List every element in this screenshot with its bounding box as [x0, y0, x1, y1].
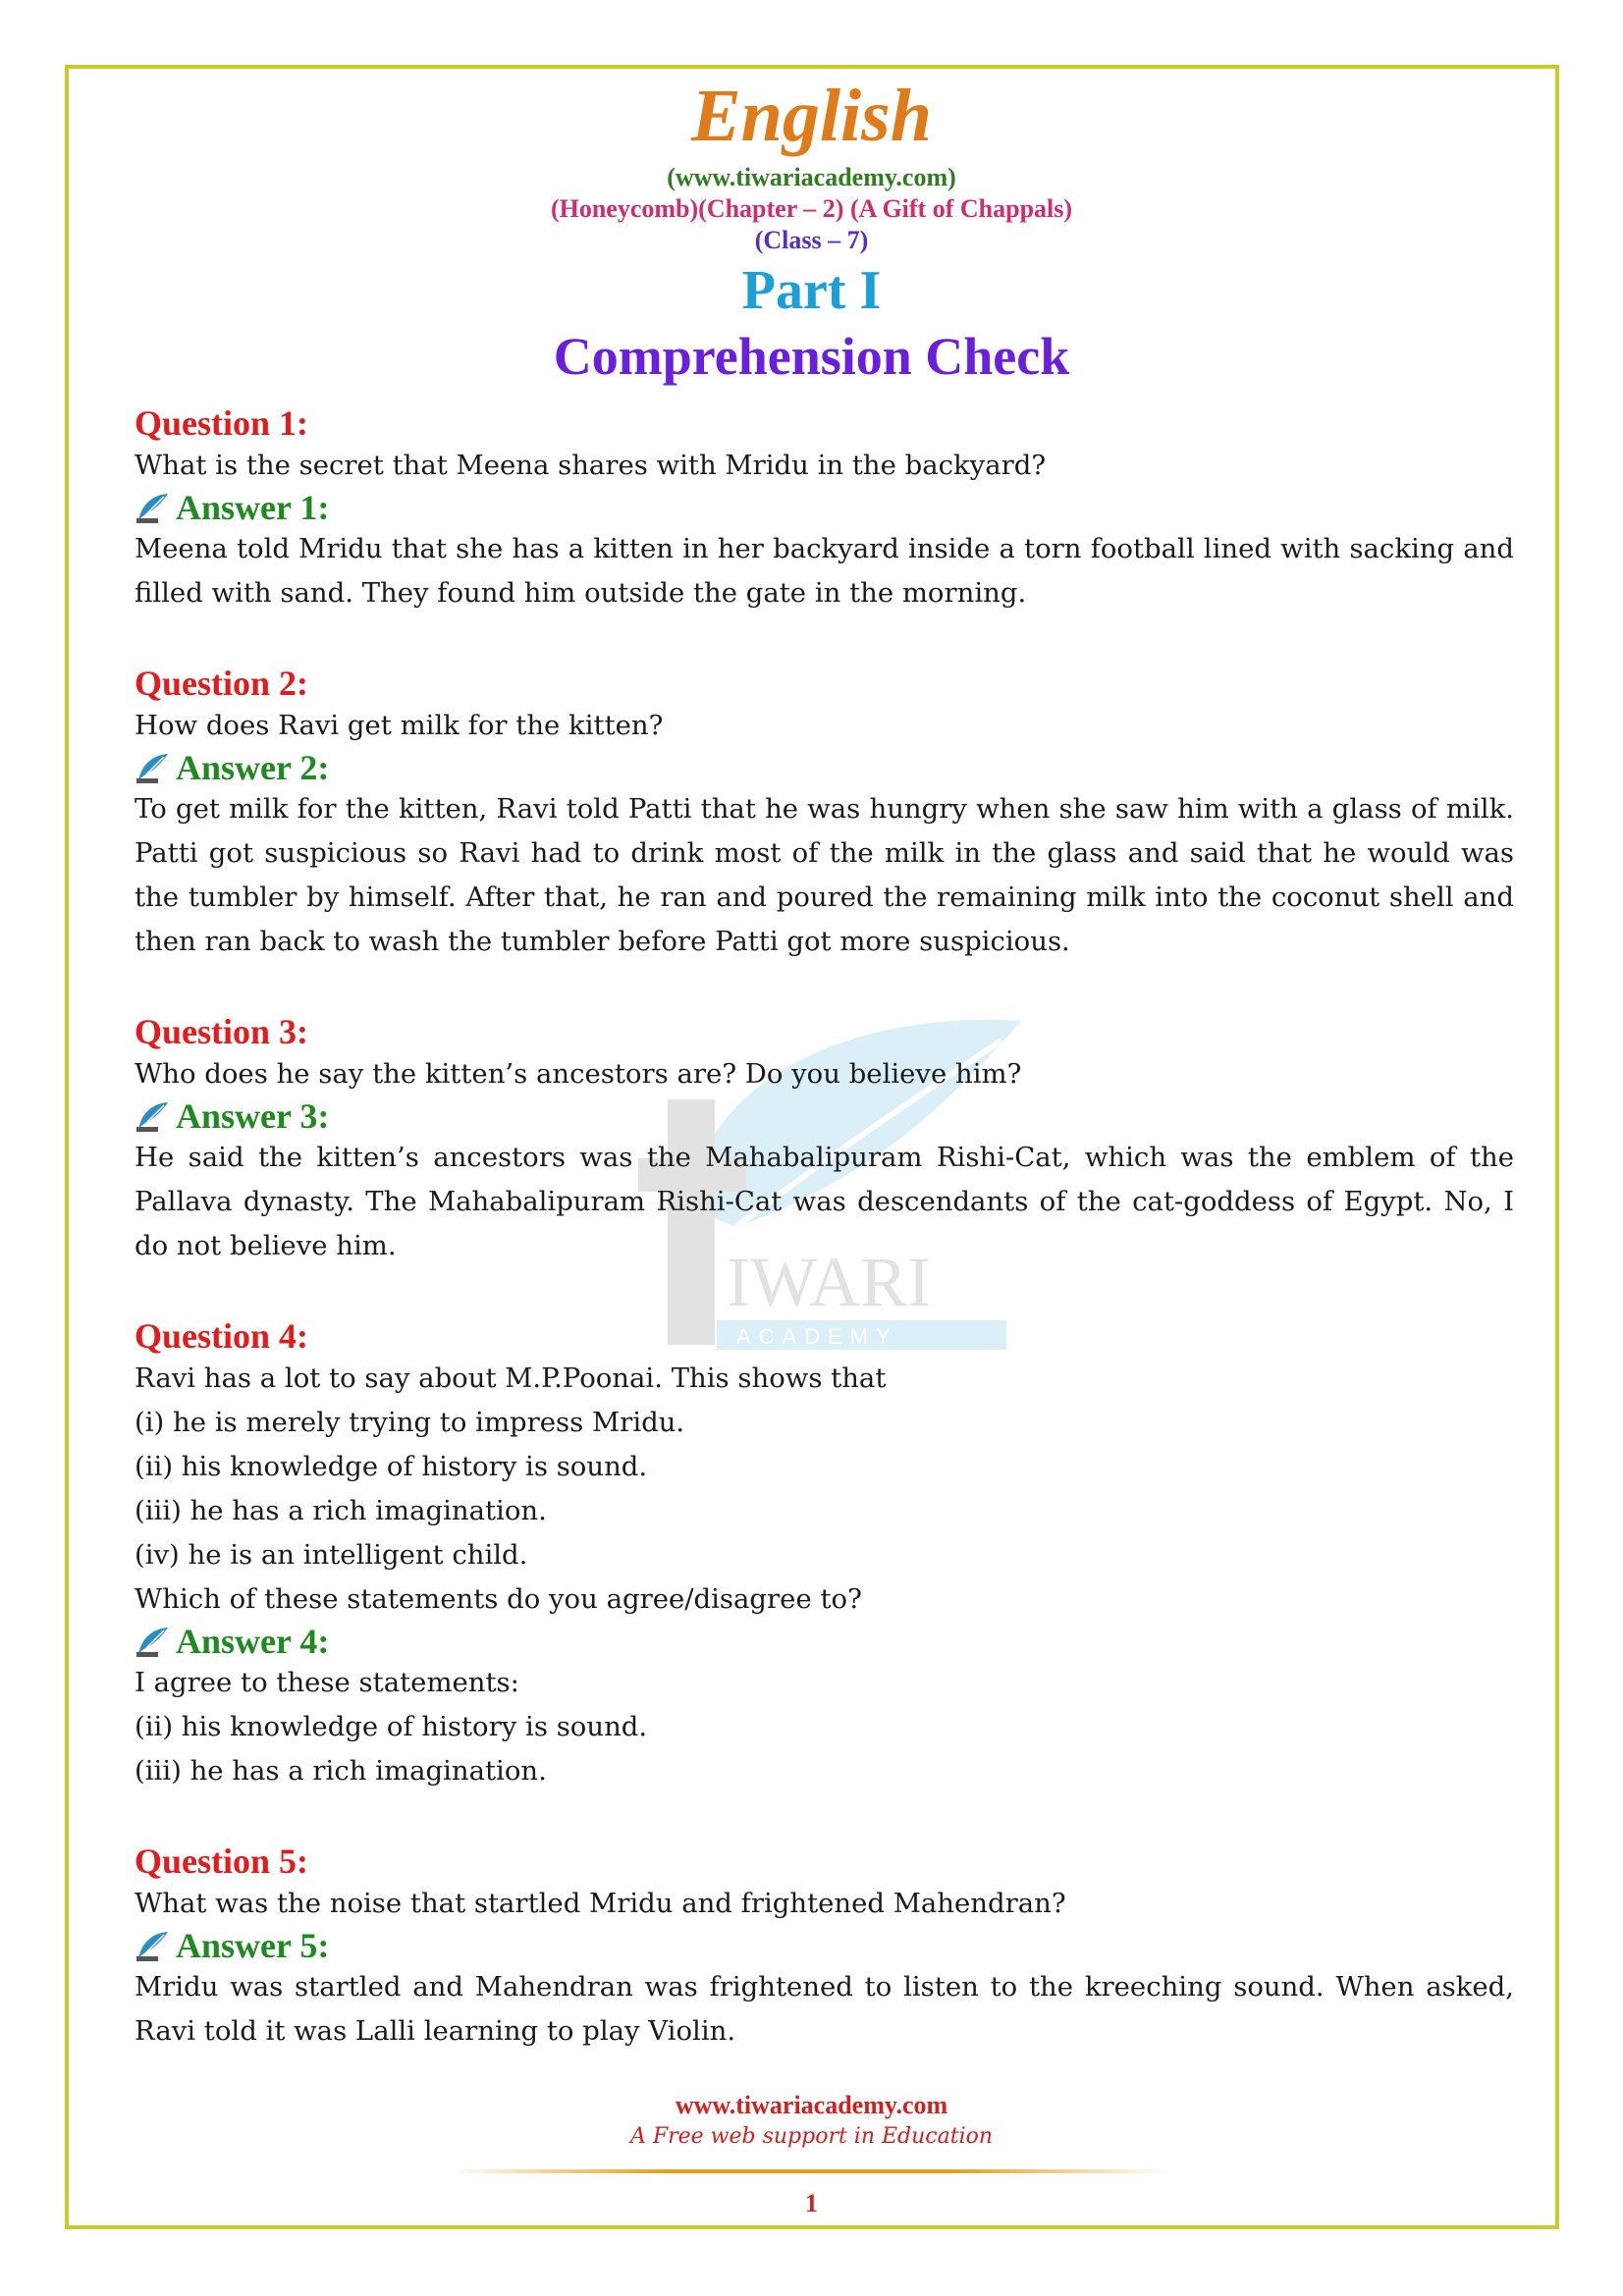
qa-block-2 [135, 663, 1514, 964]
question-text: What is the secret that Meena shares with Mridu in the backyard? [135, 450, 1047, 481]
answer-heading [135, 1096, 1514, 1136]
page-title: English [690, 75, 933, 157]
answer-label: Answer 2: [176, 748, 330, 787]
footer-tagline: A Free web support in Education [629, 2124, 994, 2149]
question-label: Question 4: [135, 1316, 309, 1356]
answer-label: Answer 4: [176, 1622, 330, 1661]
qa-content [135, 402, 1514, 2101]
answer-line: (iii) he has a rich imagination. [135, 1755, 547, 1787]
watermark-sub: ACADEMY [736, 1324, 898, 1349]
option-line: (iii) he has a rich imagination. [135, 1495, 547, 1526]
answer-line: (ii) his knowledge of history is sound. [135, 1711, 648, 1742]
part-heading: Part I [741, 260, 882, 321]
question-label: Question 2: [135, 664, 309, 703]
option-line: (iv) he is an intelligent child. [135, 1539, 528, 1571]
page-number: 1 [805, 2189, 818, 2217]
watermark-brand: IWARI [727, 1243, 931, 1321]
answer-label: Answer 1: [176, 488, 330, 527]
quill-icon [135, 1099, 172, 1133]
answer-heading [135, 748, 1514, 787]
quill-icon [135, 491, 172, 524]
question-line: Which of these statements do you agree/disagree to? [135, 1583, 862, 1615]
footer-divider [452, 2169, 1168, 2173]
question-text: What was the noise that startled Mridu and frightened Mahendran? [135, 1888, 1066, 1919]
question-line: Ravi has a lot to say about M.P.Poonai. This shows that [135, 1362, 887, 1394]
class-info: (Class – 7) [754, 226, 869, 254]
answer-line: I agree to these statements: [135, 1667, 519, 1698]
footer-site-link[interactable]: www.tiwariacademy.com [675, 2091, 948, 2119]
chapter-info: (Honeycomb)(Chapter – 2) (A Gift of Chappals) [550, 194, 1073, 223]
answer-text: To get milk for the kitten, Ravi told Patti that he was hungry when she saw him with a glass of milk. Patti got suspicious so Ravi had to drink most of the milk in the glass and said that he would was the tumbler by himself. After that, he ran and poured the remaining milk into the coconut shell and then ran back to wash the tumbler before Patti got more suspicious. [135, 793, 1514, 957]
qa-block-1 [135, 402, 1514, 615]
quill-icon [135, 1929, 172, 1962]
question-label: Question 1: [135, 403, 309, 443]
quill-icon [135, 1625, 172, 1658]
answer-text: Mridu was startled and Mahendran was frightened to listen to the kreeching sound. When asked, Ravi told it was Lalli learning to play Violin. [135, 1971, 1514, 2047]
question-text: How does Ravi get milk for the kitten? [135, 710, 664, 741]
option-line: (ii) his knowledge of history is sound. [135, 1451, 648, 1482]
qa-block-4 [135, 1315, 1514, 1793]
quill-icon [135, 751, 172, 784]
qa-block-3 [135, 1011, 1514, 1268]
header-site-link[interactable]: (www.tiwariacademy.com) [667, 163, 956, 191]
question-label: Question 5: [135, 1842, 309, 1881]
answer-text: He said the kitten’s ancestors was the Mahabalipuram Rishi-Cat, which was the emblem of the Pallava dynasty. The Mahabalipuram Rishi-Cat was descendants of the cat-goddess of Egypt. No, I do not believe him. [135, 1142, 1514, 1261]
question-label: Question 3: [135, 1012, 309, 1051]
question-text: Who does he say the kitten’s ancestors are? Do you believe him? [135, 1058, 1022, 1090]
answer-label: Answer 5: [176, 1926, 330, 1965]
answer-heading [135, 1926, 1514, 1965]
answer-label: Answer 3: [176, 1096, 330, 1136]
answer-text: Meena told Mridu that she has a kitten in her backyard inside a torn football lined with sacking and filled with sand. They found him outside the gate in the morning. [135, 533, 1514, 609]
answer-heading [135, 1622, 1514, 1661]
section-heading: Comprehension Check [553, 327, 1070, 386]
option-line: (i) he is merely trying to impress Mridu. [135, 1407, 685, 1438]
answer-heading [135, 488, 1514, 527]
qa-block-5 [135, 1841, 1514, 2054]
